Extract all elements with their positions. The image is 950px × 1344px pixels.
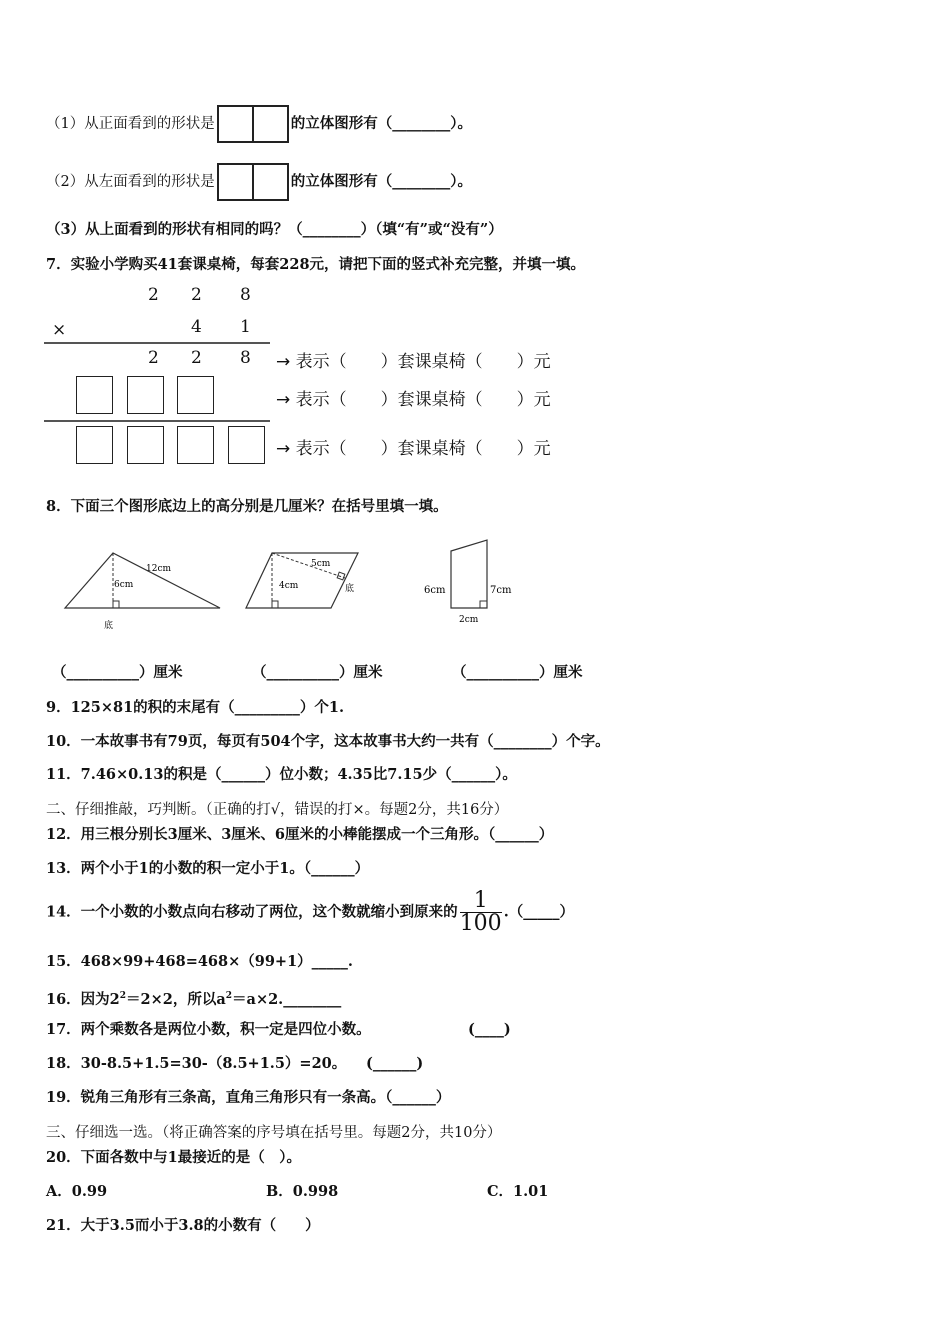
q6-line-3: （3）从上面看到的形状有相同的吗？（________）（填“有”或“没有”）	[46, 221, 503, 238]
q18-line	[46, 1054, 424, 1074]
q16-b: ＝2×2，所以a	[126, 990, 226, 1008]
fig1-base-label: 底	[104, 621, 114, 631]
q20-option-b: B．0.998	[266, 1183, 339, 1200]
fig1-height-label: 6cm	[114, 580, 134, 590]
fig2-base-label: 底	[345, 584, 355, 594]
q6-s1-pre: （1）从正面看到的形状是	[46, 116, 215, 132]
section-2-heading: 二、仔细推敲，巧判断。（正确的打√，错误的打×。每题2分，共16分）	[46, 802, 509, 818]
q7-row3-d2: 2	[191, 348, 202, 368]
q16-c: ＝a×2.________	[232, 990, 342, 1008]
q7-row1-d3: 8	[240, 285, 251, 305]
q6-line-1	[46, 105, 472, 143]
q17-text: 17．两个乘数各是两位小数，积一定是四位小数。	[46, 1021, 371, 1038]
q7-text: 7．实验小学购买41套课桌椅，每套228元，请把下面的竖式补充完整，并填一填。	[46, 256, 586, 273]
q7-answer-box[interactable]	[127, 376, 164, 414]
q18-text: 18．30-8.5+1.5=30-（8.5+1.5）=20。	[46, 1055, 347, 1072]
q21-text: 21．大于3.5而小于3.8的小数有（ ）	[46, 1217, 320, 1234]
q11-text: 11．7.46×0.13的积是（______）位小数；4.35比7.15少（______）。	[46, 766, 517, 783]
q16-sup: 2	[119, 991, 127, 1001]
two-square-left-shape	[217, 163, 289, 201]
q20-option-a: A．0.99	[46, 1183, 108, 1200]
arrow-icon: →	[276, 390, 291, 410]
q8-answer-2: （__________）厘米	[252, 664, 383, 681]
parallelogram-shape	[246, 553, 358, 608]
right-angle-mark	[113, 601, 119, 608]
q7-answer-box[interactable]	[228, 426, 265, 464]
arrow-icon: →	[276, 352, 291, 372]
q7-rule-2	[44, 420, 270, 422]
q14-line	[46, 890, 574, 935]
q12-text: 12．用三根分别长3厘米、3厘米、6厘米的小棒能摆成一个三角形。（______）	[46, 826, 554, 843]
fig3-left-label: 6cm	[424, 585, 446, 596]
q7-arrow-line-3	[276, 434, 551, 459]
q16-a: 16．因为2	[46, 990, 120, 1008]
q8-answer-1: （__________）厘米	[52, 664, 183, 681]
q15-text: 15．468×99+468=468×（99+1）_____.	[46, 953, 353, 970]
q17-line	[46, 1020, 511, 1040]
q14-pre: 14．一个小数的小数点向右移动了两位，这个数就缩小到原来的	[46, 903, 458, 921]
q14-post: .（_____）	[503, 903, 574, 921]
fig3-bottom-label: 2cm	[459, 615, 479, 625]
right-angle-mark	[337, 572, 345, 580]
q7-answer-box[interactable]	[177, 426, 214, 464]
q17-blank: (____)	[468, 1021, 511, 1038]
q7-answer-box[interactable]	[76, 426, 113, 464]
q7-arrow-line-1	[276, 347, 551, 372]
q7-row1-d1: 2	[148, 285, 159, 305]
q7-row2-d2: 1	[240, 317, 251, 337]
q7-arrow-text: 表示（ ）套课桌椅（ ）元	[295, 390, 551, 410]
q8-text: 8．下面三个图形底边上的高分别是几厘米？在括号里填一填。	[46, 498, 448, 515]
parallelogram-height-line-2	[272, 553, 345, 578]
q7-row3-d1: 2	[148, 348, 159, 368]
q7-row2-d1: 4	[191, 317, 202, 337]
fig3-right-label: 7cm	[490, 585, 512, 596]
q8-answer-3: （__________）厘米	[452, 664, 583, 681]
q9-text: 9．125×81的积的末尾有（_________）个1.	[46, 699, 345, 716]
q20-option-c: C．1.01	[487, 1183, 549, 1200]
two-square-front-shape	[217, 105, 289, 143]
q18-blank: (______)	[366, 1055, 424, 1072]
fig1-side-label: 12cm	[146, 564, 172, 574]
q6-s1-post: 的立体图形有（________）。	[290, 115, 472, 132]
q8-figures	[0, 530, 950, 640]
fig2-side-label: 5cm	[311, 559, 331, 569]
right-angle-mark	[480, 601, 487, 608]
q7-row1-d2: 2	[191, 285, 202, 305]
q7-answer-box[interactable]	[177, 376, 214, 414]
q14-numerator: 1	[460, 890, 502, 913]
q7-answer-box[interactable]	[127, 426, 164, 464]
section-3-heading: 三、仔细选一选。（将正确答案的序号填在括号里。每题2分，共10分）	[46, 1125, 502, 1141]
q19-text: 19．锐角三角形有三条高，直角三角形只有一条高。（______）	[46, 1089, 451, 1106]
triangle-shape	[65, 553, 220, 608]
q7-row3-d3: 8	[240, 348, 251, 368]
q16-line	[46, 986, 341, 1010]
q14-denominator: 100	[459, 911, 502, 936]
q14-fraction	[460, 890, 502, 935]
q7-arrow-line-2	[276, 385, 551, 410]
right-angle-mark	[272, 601, 278, 608]
arrow-icon: →	[276, 439, 291, 459]
q7-answer-box[interactable]	[76, 376, 113, 414]
q7-rule-1	[44, 342, 270, 344]
q13-text: 13．两个小于1的小数的积一定小于1。（______）	[46, 860, 370, 877]
q7-arrow-text: 表示（ ）套课桌椅（ ）元	[295, 352, 551, 372]
q10-text: 10．一本故事书有79页，每页有504个字，这本故事书大约一共有（________）个字。	[46, 733, 610, 750]
q6-s2-post: 的立体图形有（________）。	[290, 173, 472, 190]
q7-arrow-text: 表示（ ）套课桌椅（ ）元	[295, 439, 551, 459]
trapezoid-shape	[451, 540, 487, 608]
q6-s2-pre: （2）从左面看到的形状是	[46, 174, 215, 190]
q7-times-sign: ×	[52, 320, 67, 340]
q16-sup2: 2	[225, 991, 233, 1001]
q20-text: 20．下面各数中与1最接近的是（ ）。	[46, 1149, 302, 1166]
q6-line-2	[46, 163, 472, 201]
fig2-height-label: 4cm	[279, 581, 299, 591]
